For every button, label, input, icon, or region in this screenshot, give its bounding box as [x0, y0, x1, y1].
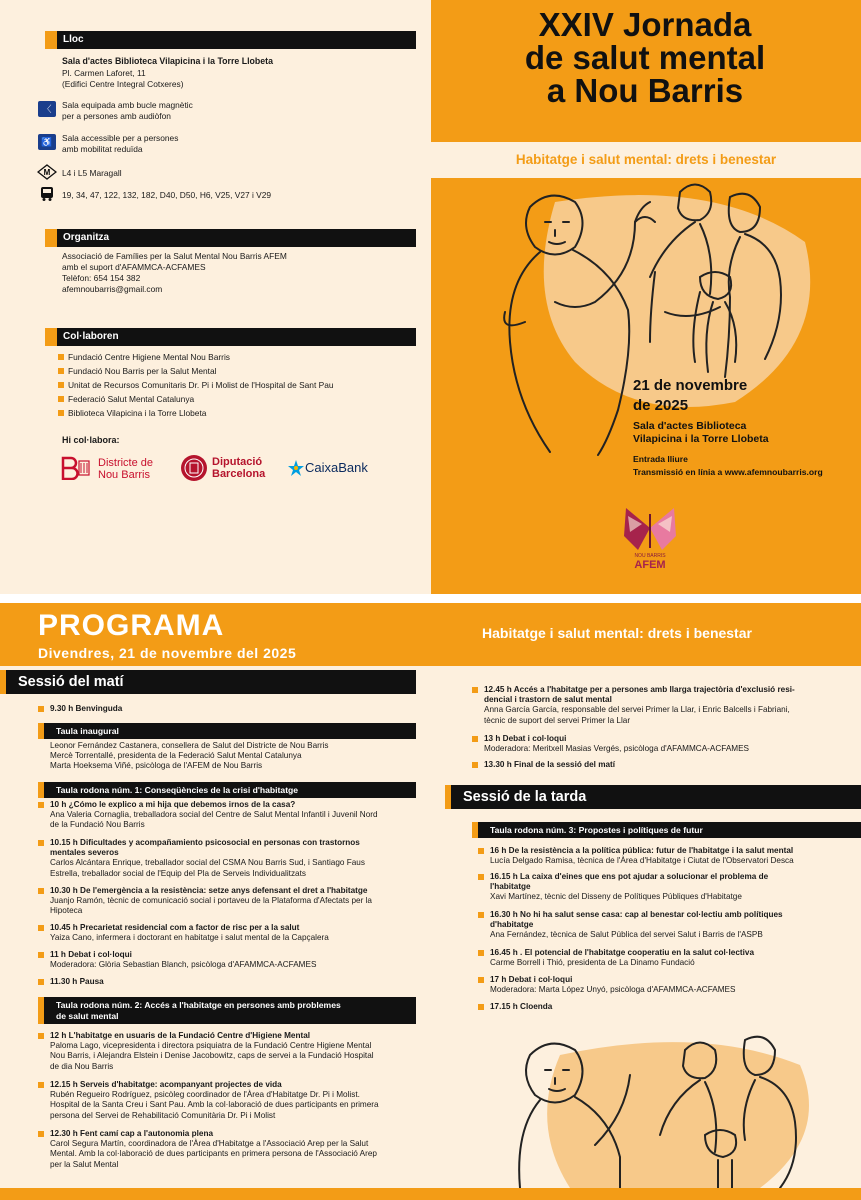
agenda-item: 12.45 h Accés a l'habitatge per a persones amb llarga trajectòria d'exclusió resi- dencial i trastorn de salut mental Anna García García, responsable del servei Primer la Llar, i Enric Balcells i Fabriani, tècnic de suport del servei Primer la Llar [484, 685, 795, 726]
access-text-2: amb mobilitat reduïda [62, 144, 143, 154]
event-title: XXIV Jornada de salut mental a Nou Barris [524, 6, 766, 109]
venue-name: Sala d'actes Biblioteca Vilapicina i la Torre Llobeta [62, 56, 274, 66]
caixabank-star-icon [288, 460, 304, 476]
access-text-1: Sala accessible per a persones [62, 133, 179, 143]
taula-inaugural-header: Taula inaugural [38, 723, 416, 739]
wheelchair-icon: ♿ [38, 134, 56, 150]
districte-logo-text: Districte de Nou Barris [98, 457, 154, 481]
program-title: PROGRAMA [38, 609, 225, 642]
collab-item: Biblioteca Vilapicina i la Torre Llobeta [58, 408, 206, 418]
taula-3-header: Taula rodona núm. 3: Propostes i polítiques de futur [472, 822, 861, 838]
logo-caption: NOU BARRIS [634, 553, 666, 559]
program-date: Divendres, 21 de novembre del 2025 [38, 645, 297, 661]
agenda-item: 12 h L'habitatge en usuaris de la Fundació Centre d'Higiene Mental Paloma Lago, vicepresidenta i directora psiquiatra de la Fundació Centre Higiene Mental Nou Barris, i Alejandra Elstein i Denise Jacobowitz, caps de servei a la Fundació Hospital de dia Nou Barris [50, 1031, 374, 1072]
program-spread [0, 603, 861, 1200]
loop-text-1: Sala equipada amb bucle magnètic [62, 100, 193, 110]
metro-icon [37, 164, 57, 180]
brochure-cover-spread [0, 0, 861, 594]
people-illustration-bottom [500, 1025, 830, 1188]
org-line-2: amb el suport d'AFAMMCA-ACFAMES [62, 262, 206, 272]
agenda-item: 13 h Debat i col·loqui Moderadora: Meritxell Masias Vergés, psicòloga d'AFAMMCA-ACFAMES [484, 734, 749, 754]
agenda-item: 17.15 h Cloenda [490, 1002, 552, 1012]
info-panel [0, 0, 431, 594]
barcelona-b-logo-icon [60, 456, 96, 480]
program-subtitle: Habitatge i salut mental: drets i benestar [482, 625, 752, 641]
caixabank-logo-text: CaixaBank [305, 460, 368, 475]
agenda-item: 17 h Debat i col·loqui Moderadora: Marta López Unyó, psicòloga d'AFAMMCA-ACFAMES [490, 975, 735, 995]
agenda-item: 16 h De la resistència a la política pública: futur de l'habitatge i la salut mental Lucía Delgado Ramisa, tècnica de l'Àrea d'Habitatge i Ciutat de l'Observatori Desca [490, 846, 794, 866]
agenda-item: 16.15 h La caixa d'eines que ens pot ajudar a solucionar el problema de l'habitatge Xavi Martínez, tècnic del Disseny de Polítiques Públiques d'Habitatge [490, 872, 768, 903]
butterfly-logo-icon [620, 502, 680, 554]
bus-lines: 19, 34, 47, 122, 132, 182, D40, D50, H6, V25, V27 i V29 [62, 190, 272, 200]
event-date: 21 de novembre de 2025 [633, 377, 748, 414]
diputacio-logo-text: Diputació Barcelona [212, 456, 266, 480]
agenda-item: 16.30 h No hi ha salut sense casa: cap al benestar col·lectiu amb polítiques d'habitatge Ana Fernández, tècnica de Salut Pública del servei Salut i Barris de l'ASPB [490, 910, 783, 941]
afternoon-session-header: Sessió de la tarda [445, 785, 861, 809]
event-venue: Sala d'actes Biblioteca Vilapicina i la Torre Llobeta [633, 420, 769, 445]
event-entry: Entrada lliure Transmissió en línia a www.afemnoubarris.org [633, 454, 823, 477]
hearing-loop-icon: 〈 [38, 101, 56, 117]
taula-1-header: Taula rodona núm. 1: Conseqüències de la crisi d'habitatge [38, 782, 416, 798]
agenda-item: 10 h ¿Cómo le explico a mi hija que debemos irnos de la casa? Ana Valeria Cornaglia, treballadora social del Centre de Salut Mental Infantil i Juvenil Nord de la Fundació Nou Barris [50, 800, 378, 831]
footer-band [0, 1188, 861, 1200]
bus-icon [39, 186, 55, 202]
agenda-item: 9.30 h Benvinguda [50, 704, 122, 714]
agenda-item: 10.45 h Precarietat residencial com a factor de risc per a la salut Yaiza Cano, infermera i doctorant en habitatge i salut mental de la Capçalera [50, 923, 329, 943]
venue-address: Pl. Carmen Laforet, 11 [62, 68, 146, 78]
organitza-header: Organitza [45, 229, 416, 247]
agenda-item: 12.15 h Serveis d'habitatge: acompanyant projectes de vida Rubén Regueiro Rodríguez, psicòleg coordinador de l'Àrea d'Habitatge Dr. Pi i Molist. Hospital de la Santa Creu i Sant Pau. Amb la col·laboració de dues participants en primera persona del Servei de Rehabilitació Comunitària Dr. Pi i Molist [50, 1080, 379, 1121]
metro-glyph: M [43, 168, 51, 177]
org-line-1: Associació de Famílies per la Salut Mental Nou Barris AFEM [62, 251, 287, 261]
collab-item: Unitat de Recursos Comunitaris Dr. Pi i Molist de l'Hospital de Sant Pau [58, 380, 334, 390]
agenda-item: 11 h Debat i col·loqui Moderadora: Glòria Sebastian Blanch, psicòloga d'AFAMMCA-ACFAMES [50, 950, 316, 970]
agenda-item: 16.45 h . El potencial de l'habitatge cooperatiu en la salut col·lectiva Carme Borrell i Thió, presidenta de La Dinamo Fundació [490, 948, 754, 968]
morning-session-header: Sessió del matí [0, 670, 416, 694]
diputacio-seal-icon [180, 454, 208, 482]
agenda-item: 12.30 h Fent camí cap a l'autonomia plena Carol Segura Martín, coordinadora de l'Àrea d'Habitatge a l'Associació Arep per la Salut Mental. Amb la col·laboració de dues participants en primera persona de l'Associació Arep per la Salut Mental [50, 1129, 377, 1170]
afem-logo-text: AFEM [634, 559, 666, 571]
agenda-item: 10.15 h Dificultades y acompañamiento psicosocial en personas con trastornos mentales severos Carlos Alcántara Enrique, treballador social del CSMA Nou Barris Sud, i Santiago Faus Estrella, treballador social de l'Equip del Pla de Serveis Individualitzats [50, 838, 365, 879]
collab-item: Fundació Nou Barris per la Salut Mental [58, 366, 217, 376]
taula-2-header: Taula rodona núm. 2: Accés a l'habitatge en persones amb problemes de salut mental [38, 997, 416, 1024]
org-phone: Telèfon: 654 154 382 [62, 273, 141, 283]
org-email[interactable]: afemnoubarris@gmail.com [62, 284, 163, 294]
agenda-item: 11.30 h Pausa [50, 977, 104, 987]
collaboren-header: Col·laboren [45, 328, 416, 346]
agenda-item: 10.30 h De l'emergència a la resistència: setze anys defensant el dret a l'habitatge Juanjo Ramón, tècnic de comunicació social i portaveu de la Plataforma d'Afectats per la Hipoteca [50, 886, 372, 917]
sponsors-label: Hi col·labora: [62, 435, 120, 445]
venue-building: (Edifici Centre Integral Cotxeres) [62, 79, 184, 89]
metro-lines: L4 i L5 Maragall [62, 168, 122, 178]
lloc-header: Lloc [45, 31, 416, 49]
loop-text-2: per a persones amb audiòfon [62, 111, 171, 121]
agenda-item: 13.30 h Final de la sessió del matí [484, 760, 615, 770]
event-subtitle: Habitatge i salut mental: drets i benestar [431, 142, 861, 178]
program-header [0, 603, 861, 666]
collab-item: Federació Salut Mental Catalunya [58, 394, 194, 404]
collab-item: Fundació Centre Higiene Mental Nou Barris [58, 352, 230, 362]
inaugural-speakers: Leonor Fernández Castanera, consellera de Salut del Districte de Nou Barris Mercè Torrentallé, presidenta de la Federació Salut Mental Catalunya Marta Hoeksema Viñé, psicòloga de l'AFEM de Nou Barris [50, 741, 329, 771]
